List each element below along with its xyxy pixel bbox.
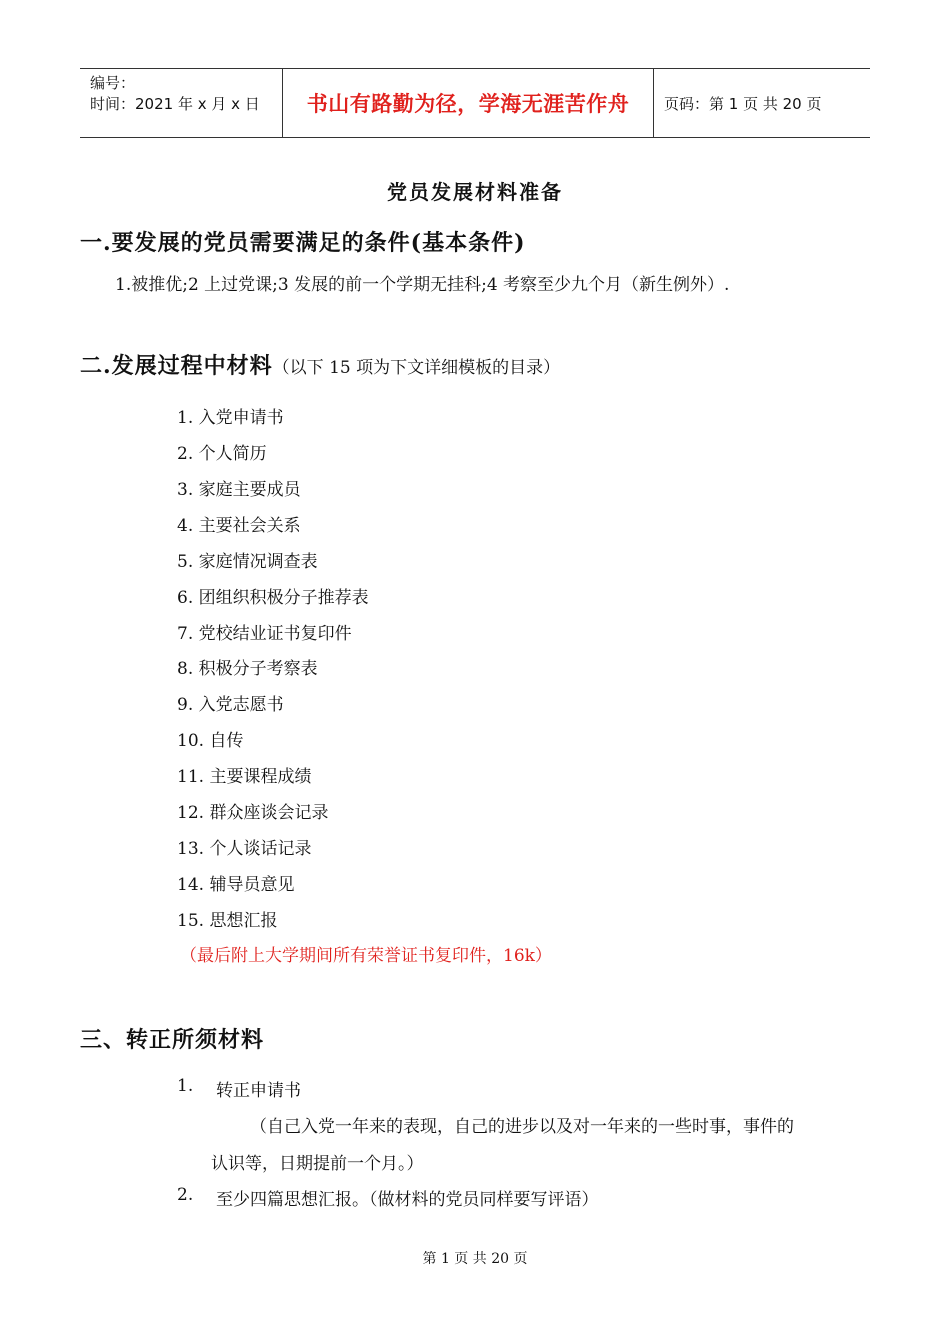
header-meta — [80, 69, 282, 137]
list-item: 10. 自传 — [177, 731, 244, 751]
section2-heading-text: 二.发展过程中材料 — [80, 353, 273, 379]
section3-item1-note-line2: 认识等，日期提前一个月。） — [211, 1154, 424, 1174]
list-item: 6. 团组织积极分子推荐表 — [177, 588, 369, 608]
list-item: 7. 党校结业证书复印件 — [177, 624, 352, 644]
section1-text: 1.被推优;2 上过党课;3 发展的前一个学期无挂科;4 考察至少九个月（新生例外）. — [115, 275, 730, 295]
header-motto: 书山有路勤为径，学海无涯苦作舟 — [282, 69, 654, 137]
section3-item2: 至少四篇思想汇报。（做材料的党员同样要写评语） — [216, 1190, 599, 1210]
section2-heading — [80, 349, 560, 380]
page-header — [80, 68, 870, 138]
list-item: 8. 积极分子考察表 — [177, 659, 318, 679]
section3-item1-note-line1: （自己入党一年来的表现，自己的进步以及对一年来的一些时事，事件的 — [250, 1117, 794, 1137]
section1-heading: 一.要发展的党员需要满足的条件(基本条件) — [80, 230, 526, 256]
section2-appendix: （最后附上大学期间所有荣誉证书复印件，16k） — [180, 946, 552, 966]
list-item: 12. 群众座谈会记录 — [177, 803, 329, 823]
list-item: 13. 个人谈话记录 — [177, 839, 312, 859]
list-item: 9. 入党志愿书 — [177, 695, 284, 715]
document-title: 党员发展材料准备 — [387, 180, 563, 204]
section3-heading: 三、转正所须材料 — [80, 1027, 265, 1053]
list-item: 11. 主要课程成绩 — [177, 767, 312, 787]
header-page-info: 页码：第 1 页 共 20 页 — [664, 94, 822, 113]
list-item: 15. 思想汇报 — [177, 911, 278, 931]
section3-item1-number: 1. — [177, 1076, 194, 1096]
date-label: 时间：2021 年 x 月 x 日 — [90, 95, 260, 113]
list-item: 3. 家庭主要成员 — [177, 480, 301, 500]
list-item: 5. 家庭情况调查表 — [177, 552, 318, 572]
list-item: 1. 入党申请书 — [177, 408, 284, 428]
list-item: 4. 主要社会关系 — [177, 516, 301, 536]
page-footer: 第 1 页 共 20 页 — [422, 1251, 528, 1267]
number-label: 编号： — [90, 74, 136, 92]
section3-item1: 转正申请书 — [216, 1081, 301, 1101]
list-item: 14. 辅导员意见 — [177, 875, 295, 895]
section2-heading-note: （以下 15 项为下文详细模板的目录） — [272, 358, 561, 378]
section3-item2-number: 2. — [177, 1185, 194, 1205]
list-item: 2. 个人简历 — [177, 444, 267, 464]
